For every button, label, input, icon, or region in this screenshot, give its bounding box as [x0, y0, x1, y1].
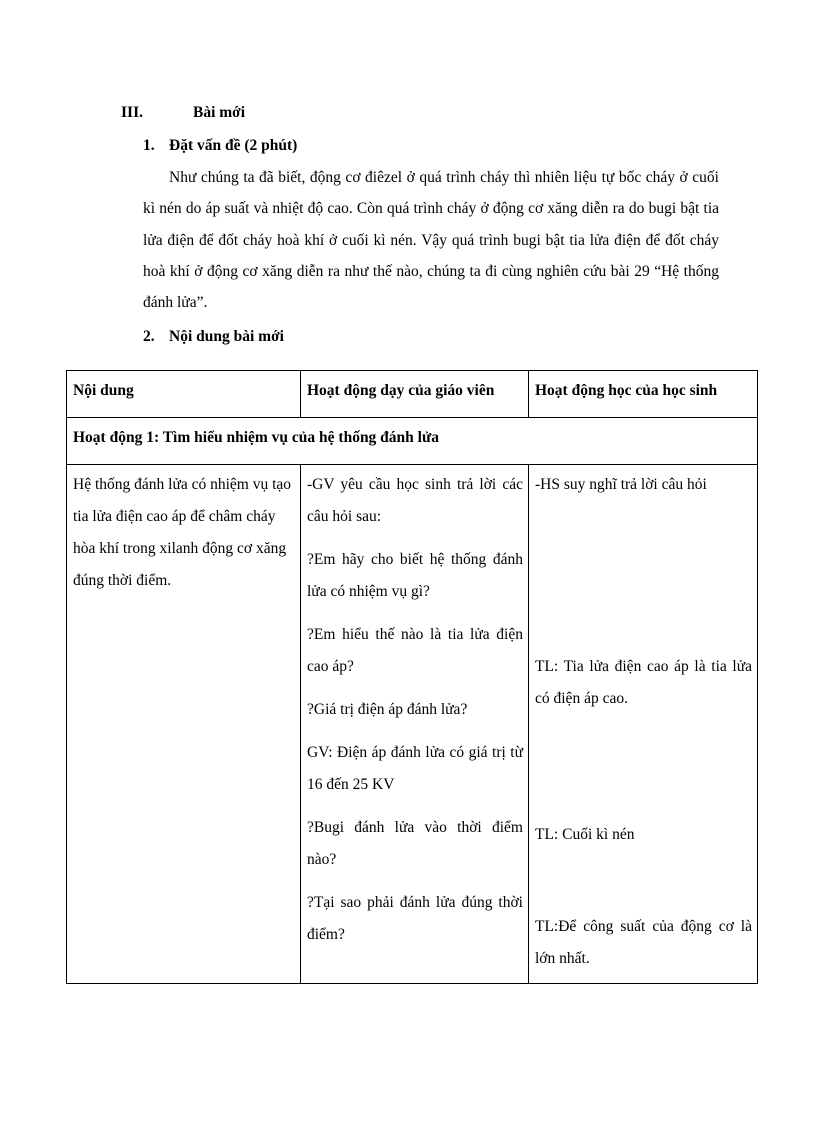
intro-paragraph-text: Như chúng ta đã biết, động cơ điêzel ở quá trình cháy thì nhiên liệu tự bốc cháy ở cuối kì nén do áp suất và nhiệt độ cao. Còn quá trình cháy ở động cơ xăng diễn ra do bugi bật tia lửa điện để đốt cháy hoà khí ở cuối kì nén. Vậy quá trình bugi bật tia lửa điện để đốt cháy hoà khí ở động cơ xăng diễn ra như thế nào, chúng ta đi cùng nghiên cứu bài 29 “Hệ thống đánh lửa”.: [143, 169, 719, 312]
header-teacher: Hoạt động dạy của giáo viên: [301, 371, 529, 418]
table-row: [67, 465, 758, 984]
header-content: Nội dung: [67, 371, 301, 418]
subsection-2-title: Nội dung bài mới: [169, 328, 284, 345]
student-item: TL: Cuối kì nén: [535, 826, 635, 843]
subsection-1-number: 1.: [143, 137, 155, 154]
student-item: TL:Để công suất của động cơ là lớn nhất.: [535, 918, 752, 967]
section-number: III.: [121, 104, 143, 121]
student-cell: [529, 465, 758, 984]
subsection-1-title: Đặt vấn đề (2 phút): [169, 137, 298, 154]
teacher-item: ?Tại sao phải đánh lửa đúng thời điểm?: [307, 894, 523, 943]
header-student: Hoạt động học của học sinh: [529, 371, 758, 418]
teacher-item: GV: Điện áp đánh lửa có giá trị từ 16 đến 25 KV: [307, 744, 523, 793]
student-item: -HS suy nghĩ trả lời câu hỏi: [535, 476, 707, 493]
content-text: Hệ thống đánh lửa có nhiệm vụ tạo tia lửa điện cao áp để châm cháy hòa khí trong xilanh động cơ xăng đúng thời điểm.: [73, 476, 292, 589]
teacher-item: ?Em hiểu thế nào là tia lửa điện cao áp?: [307, 626, 523, 675]
section-title: Bài mới: [193, 104, 246, 121]
teacher-cell: [301, 465, 529, 984]
table-header-row: [67, 371, 758, 418]
subsection-2-number: 2.: [143, 328, 155, 345]
content-cell: [67, 465, 301, 984]
lesson-table: [66, 370, 758, 984]
student-item: TL: Tia lửa điện cao áp là tia lửa có điện áp cao.: [535, 658, 752, 707]
teacher-item: ?Em hãy cho biết hệ thống đánh lửa có nhiệm vụ gì?: [307, 551, 523, 600]
intro-paragraph: [143, 162, 719, 318]
activity-row: [67, 418, 758, 465]
teacher-item: ?Bugi đánh lửa vào thời điểm nào?: [307, 819, 523, 868]
teacher-item: -GV yêu cầu học sinh trả lời các câu hỏi sau:: [307, 476, 523, 525]
teacher-item: ?Giá trị điện áp đánh lửa?: [307, 701, 468, 718]
activity-title: Hoạt động 1: Tìm hiểu nhiệm vụ của hệ thống đánh lửa: [67, 418, 758, 465]
